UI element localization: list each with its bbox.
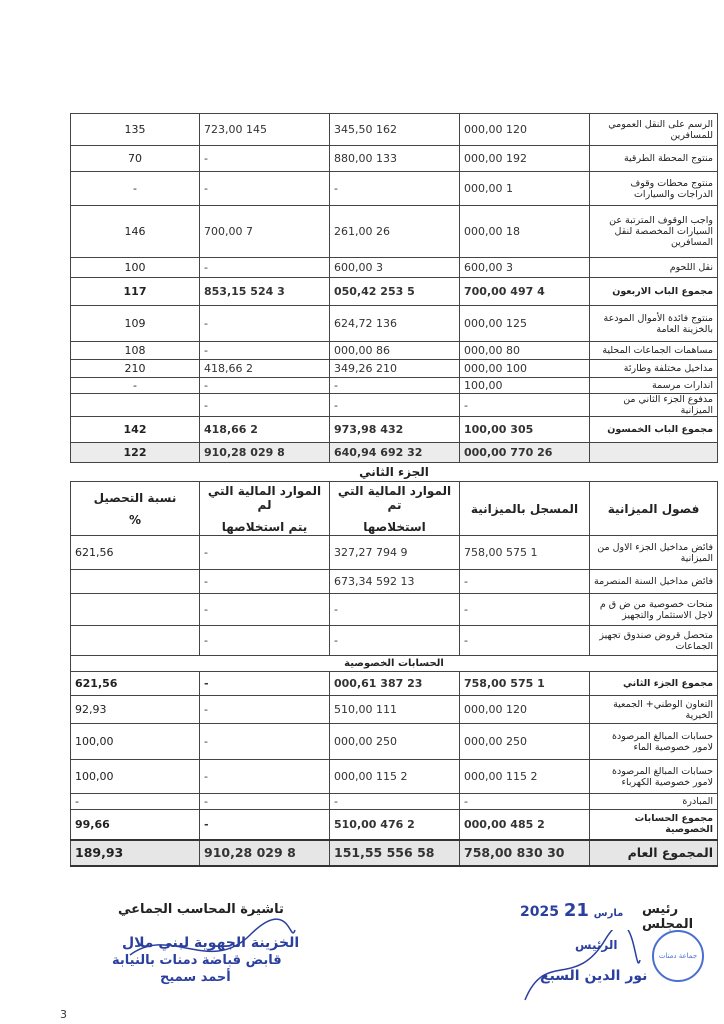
budget-recorded-cell: 305 100,00	[460, 417, 590, 443]
budget-recorded-cell: 1 000,00	[460, 172, 590, 206]
collection-rate-cell	[71, 394, 200, 417]
row-label: حسابات المبالغ المرصودة لامور خصوصية الكهرباء	[590, 760, 718, 794]
budget-recorded-cell: 4 497 700,00	[460, 278, 590, 306]
row-label: فائض مداخيل الجزء الاول من الميزانية	[590, 536, 718, 570]
uncollected-cell: 7 700,00	[200, 206, 330, 258]
uncollected-cell: 2 418,66	[200, 417, 330, 443]
row-label: منتوج المحطة الطرقية	[590, 146, 718, 172]
budget-recorded-cell: 100 000,00	[460, 360, 590, 378]
table-row	[71, 417, 718, 443]
collection-rate-cell: 122	[71, 443, 200, 463]
uncollected-cell: -	[200, 672, 330, 696]
table-row	[71, 172, 718, 206]
collection-rate-cell	[71, 626, 200, 656]
collected-cell: 3 600,00	[330, 258, 460, 278]
collection-rate-cell: 109	[71, 306, 200, 342]
table-row	[71, 342, 718, 360]
row-label: مداخيل مختلفة وطارئة	[590, 360, 718, 378]
collection-rate-cell: 146	[71, 206, 200, 258]
collection-rate-cell: 210	[71, 360, 200, 378]
header-collected-line: استخلاصها	[363, 519, 426, 534]
collection-rate-cell: -	[71, 794, 200, 810]
president-signature-icon	[515, 930, 648, 1010]
budget-recorded-cell: -	[460, 626, 590, 656]
budget-recorded-cell: 1 575 758,00	[460, 672, 590, 696]
budget-recorded-cell: 80 000,00	[460, 342, 590, 360]
collected-cell: 23 387 000,61	[330, 672, 460, 696]
uncollected-cell: -	[200, 146, 330, 172]
table-row	[71, 760, 718, 794]
collected-cell: -	[330, 172, 460, 206]
uncollected-cell: -	[200, 626, 330, 656]
date-day: 21	[563, 900, 589, 921]
table-row	[71, 206, 718, 258]
budget-table-container	[70, 113, 717, 867]
collection-rate-cell: 99,66	[71, 810, 200, 840]
budget-recorded-cell: 1 575 758,00	[460, 536, 590, 570]
row-label: المبادرة	[590, 794, 718, 810]
row-label	[590, 443, 718, 463]
collected-cell: 2 115 000,00	[330, 760, 460, 794]
table-row	[71, 258, 718, 278]
collection-rate-cell: 100	[71, 258, 200, 278]
table-row	[71, 696, 718, 724]
grand-total-row	[71, 840, 718, 866]
accountant-signature-icon	[120, 915, 300, 985]
president-stamp-line1: الرئيس	[575, 938, 618, 952]
budget-recorded-cell: 30 830 758,00	[460, 840, 590, 866]
uncollected-cell: -	[200, 696, 330, 724]
part2-title-row	[71, 463, 718, 482]
table-row	[71, 724, 718, 760]
row-label: منحات خصوصية من ض ق م لاجل الاستثمار والتجهيز	[590, 594, 718, 626]
part2-title: الجزء الثاني	[359, 465, 429, 479]
date-stamp	[520, 900, 623, 921]
header-uncollected	[200, 482, 330, 536]
collection-rate-cell: 621,56	[71, 536, 200, 570]
collection-rate-cell: 108	[71, 342, 200, 360]
header-collected-line: الموارد المالية التي تم	[337, 483, 452, 512]
collection-rate-cell: 92,93	[71, 696, 200, 724]
accountant-title: تاشيرة المحاسب الجماعي	[118, 902, 284, 917]
accountant-stamp-line3: أحمد سميح	[160, 970, 231, 985]
budget-recorded-cell: -	[460, 394, 590, 417]
collected-cell: 133 880,00	[330, 146, 460, 172]
uncollected-cell: -	[200, 536, 330, 570]
budget-recorded-cell: 192 000,00	[460, 146, 590, 172]
collected-cell: -	[330, 394, 460, 417]
header-rate	[71, 482, 200, 536]
uncollected-cell: 8 029 910,28	[200, 443, 330, 463]
table-row	[71, 570, 718, 594]
president-title: رئيس المجلس	[642, 902, 694, 932]
budget-recorded-cell: -	[460, 570, 590, 594]
collected-cell: 136 624,72	[330, 306, 460, 342]
collected-cell: 58 556 151,55	[330, 840, 460, 866]
collected-cell: 9 794 327,27	[330, 536, 460, 570]
table-row	[71, 626, 718, 656]
collected-cell: 210 349,26	[330, 360, 460, 378]
table-row	[71, 672, 718, 696]
special-accounts-title-row	[71, 656, 718, 672]
budget-recorded-cell: 120 000,00	[460, 696, 590, 724]
uncollected-cell: -	[200, 594, 330, 626]
table-row	[71, 536, 718, 570]
date-year: 2025	[520, 904, 559, 920]
uncollected-cell: 3 524 853,15	[200, 278, 330, 306]
row-label: منتوج محطات وقوف الدراجات والسيارات	[590, 172, 718, 206]
row-label: واجب الوقوف المترتبة عن السيارات المخصصة لنقل المسافرين	[590, 206, 718, 258]
budget-recorded-cell: 100,00	[460, 378, 590, 394]
uncollected-cell: 2 418,66	[200, 360, 330, 378]
collected-cell: 86 000,00	[330, 342, 460, 360]
date-month: مارس	[593, 908, 624, 919]
row-label: المجموع العام	[590, 840, 718, 866]
uncollected-cell: -	[200, 570, 330, 594]
collected-cell: 162 345,50	[330, 114, 460, 146]
header-uncollected-line: الموارد المالية التي لم	[207, 483, 322, 512]
row-label: اندارات مرسمة	[590, 378, 718, 394]
special-accounts-title: الحسابات الخصوصية	[71, 656, 718, 672]
table-row	[71, 394, 718, 417]
table-row	[71, 114, 718, 146]
collected-cell: 32 692 640,94	[330, 443, 460, 463]
uncollected-cell: 8 029 910,28	[200, 840, 330, 866]
uncollected-cell: 145 723,00	[200, 114, 330, 146]
header-recorded	[460, 482, 590, 536]
header-uncollected-line: يتم استخلاصها	[221, 519, 308, 534]
collected-cell: 26 261,00	[330, 206, 460, 258]
collection-rate-cell	[71, 570, 200, 594]
header-budget-chapters-line: فصول الميزانية	[607, 501, 700, 516]
row-label: مجموع الباب الخمسون	[590, 417, 718, 443]
collected-cell: 111 510,00	[330, 696, 460, 724]
page-number: 3	[60, 1008, 67, 1021]
row-label: منتوج فائدة الأموال المودعة بالخزينة العامة	[590, 306, 718, 342]
row-label: مجموع الباب الاربعون	[590, 278, 718, 306]
header-rate-line: نسبة التحصيل	[93, 490, 177, 505]
uncollected-cell: -	[200, 760, 330, 794]
uncollected-cell: -	[200, 378, 330, 394]
collection-rate-cell: 117	[71, 278, 200, 306]
budget-recorded-cell: 2 115 000,00	[460, 760, 590, 794]
uncollected-cell: -	[200, 342, 330, 360]
collection-rate-cell	[71, 594, 200, 626]
collection-rate-cell: 189,93	[71, 840, 200, 866]
row-label: فائض مداخيل السنة المنصرمة	[590, 570, 718, 594]
budget-recorded-cell: -	[460, 594, 590, 626]
row-label: حسابات المبالغ المرصودة لامور خصوصية الماء	[590, 724, 718, 760]
collected-cell: -	[330, 594, 460, 626]
uncollected-cell: -	[200, 810, 330, 840]
collection-rate-cell: 70	[71, 146, 200, 172]
table-row	[71, 794, 718, 810]
row-label: التعاون الوطني+ الجمعية الخيرية	[590, 696, 718, 724]
collection-rate-cell: 142	[71, 417, 200, 443]
collection-rate-cell: -	[71, 378, 200, 394]
collection-rate-cell: 100,00	[71, 724, 200, 760]
budget-recorded-cell: 18 000,00	[460, 206, 590, 258]
budget-recorded-cell: 120 000,00	[460, 114, 590, 146]
budget-recorded-cell: 250 000,00	[460, 724, 590, 760]
president-stamp-line2: نور الدين السبع	[540, 968, 648, 984]
row-label: متحصل قروض صندوق تجهيز الجماعات	[590, 626, 718, 656]
accountant-stamp-line2: قابض قباضة دمنات بالنيابة	[112, 953, 282, 968]
accountant-stamp-line1: الخزينة الجهوية لبني ملال	[122, 935, 300, 951]
collection-rate-cell: 621,56	[71, 672, 200, 696]
row-label: نقل اللحوم	[590, 258, 718, 278]
table-row	[71, 278, 718, 306]
collected-cell: 432 973,98	[330, 417, 460, 443]
table-row	[71, 306, 718, 342]
collected-cell: 13 592 673,34	[330, 570, 460, 594]
round-stamp-icon: جماعة دمنات	[652, 930, 704, 982]
header-recorded-line: المسجل بالميزانية	[470, 501, 579, 516]
uncollected-cell: -	[200, 724, 330, 760]
budget-recorded-cell: 26 770 000,00	[460, 443, 590, 463]
collected-cell: -	[330, 794, 460, 810]
table-row	[71, 594, 718, 626]
row-label: الرسم على النقل العمومي للمسافرين	[590, 114, 718, 146]
budget-table	[70, 113, 718, 867]
uncollected-cell: -	[200, 258, 330, 278]
collected-cell: 2 476 510,00	[330, 810, 460, 840]
collection-rate-cell: -	[71, 172, 200, 206]
row-label: مجموع الحسابات الخصوصية	[590, 810, 718, 840]
collection-rate-cell: 100,00	[71, 760, 200, 794]
uncollected-cell: -	[200, 394, 330, 417]
collected-cell: -	[330, 378, 460, 394]
collected-cell: 250 000,00	[330, 724, 460, 760]
budget-recorded-cell: -	[460, 794, 590, 810]
table-row	[71, 146, 718, 172]
row-label: مدفوع الجزء الثاني من الميزانية	[590, 394, 718, 417]
collected-cell: -	[330, 626, 460, 656]
budget-recorded-cell: 2 485 000,00	[460, 810, 590, 840]
header-rate-line: %	[128, 512, 142, 527]
part2-header-row	[71, 482, 718, 536]
table-row	[71, 443, 718, 463]
budget-recorded-cell: 3 600,00	[460, 258, 590, 278]
table-row	[71, 360, 718, 378]
collection-rate-cell: 135	[71, 114, 200, 146]
table-row	[71, 378, 718, 394]
budget-recorded-cell: 125 000,00	[460, 306, 590, 342]
uncollected-cell: -	[200, 794, 330, 810]
header-collected	[330, 482, 460, 536]
row-label: مجموع الجزء الثاني	[590, 672, 718, 696]
part1-body	[71, 114, 718, 866]
header-budget-chapters	[590, 482, 718, 536]
collected-cell: 5 253 050,42	[330, 278, 460, 306]
row-label: مساهمات الجماعات المحلية	[590, 342, 718, 360]
uncollected-cell: -	[200, 306, 330, 342]
uncollected-cell: -	[200, 172, 330, 206]
table-row	[71, 810, 718, 840]
